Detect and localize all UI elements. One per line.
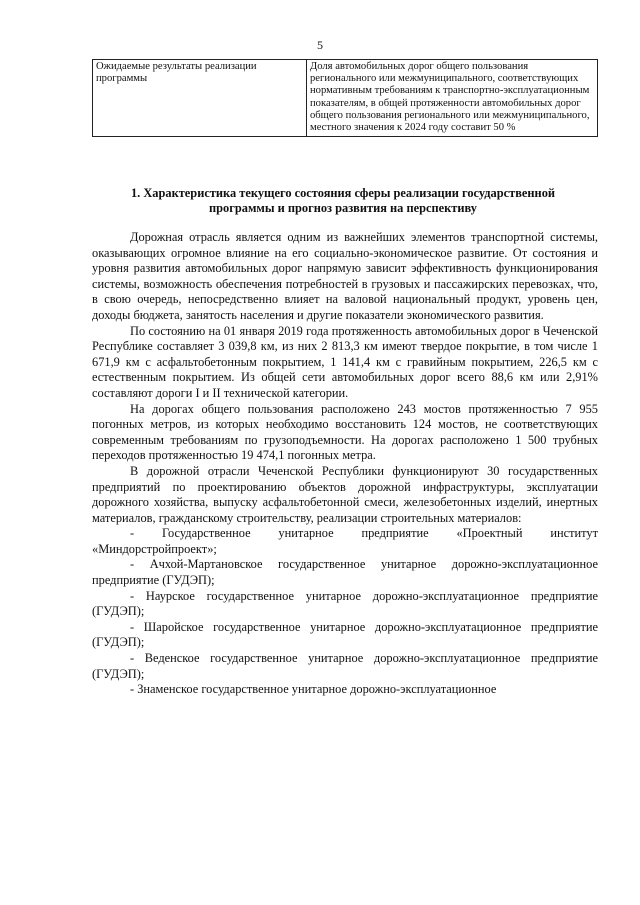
paragraph: В дорожной отрасли Чеченской Республики функционируют 30 государственных предприятий по проектированию объектов дорожной инфраструктуры, эксплуатации дорожного хозяйства, выпуску асфальтобетонной смеси, железобетонных изделий, инертных материалов, гражданскому строительству, реализации строительных материалов: bbox=[92, 463, 598, 525]
page-number: 5 bbox=[317, 38, 323, 52]
expected-results-value: Доля автомобильных дорог общего пользования регионального или межмуниципального, соответствующих нормативным требованиям к транспортно-эксплуатационным показателям, в общей протяженности автомобильных дорог общего пользования регионального или межмуниципального, местного значения к 2024 году составит 50 % bbox=[307, 60, 598, 137]
paragraph: На дорогах общего пользования расположено 243 мостов протяженностью 7 955 погонных метров, из которых необходимо восстановить 124 мостов, не соответствующих современным требованиям по грузоподъемности. На дорогах расположено 1 500 трубных переходов протяженностью 19 474,1 погонных метра. bbox=[92, 401, 598, 463]
list-item: - Шаройское государственное унитарное дорожно-эксплуатационное предприятие (ГУДЭП); bbox=[92, 619, 598, 650]
expected-results-label: Ожидаемые результаты реализации программы bbox=[93, 60, 307, 137]
list-item: - Веденское государственное унитарное дорожно-эксплуатационное предприятие (ГУДЭП); bbox=[92, 651, 598, 681]
list-item: - Знаменское государственное унитарное дорожно-эксплуатационное bbox=[130, 682, 497, 697]
paragraph: По состоянию на 01 января 2019 года протяженность автомобильных дорог в Чеченской Республике составляет 3 039,8 км, из них 2 813,3 км имеют твердое покрытие, в том числе 1 671,9 км с асфальтобетонным покрытием, 1 141,4 км с гравийным покрытием, 226,5 км с естественным покрытием. Из общей сети автомобильных дорог всего 88,6 км или 2,91% составляют дороги I и II технической категории. bbox=[92, 323, 598, 400]
list-item: - Государственное унитарное предприятие «Проектный институт «Миндорстройпроект»; bbox=[92, 526, 598, 556]
program-summary-table bbox=[92, 59, 598, 137]
list-item: - Наурское государственное унитарное дорожно-эксплуатационное предприятие (ГУДЭП); bbox=[92, 588, 598, 619]
paragraph: Дорожная отрасль является одним из важнейших элементов транспортной системы, оказывающих огромное влияние на его социально-экономическое развитие. От состояния и уровня развития автомобильных дорог напрямую зависит эффективность функционирования системы, возможность обеспечения потребностей в грузовых и пассажирских перевозках, что, в свою очередь, непосредственно влияет на валовой национальный продукт, уровень цен, доходы бюджета, занятость населения и другие показатели экономического развития. bbox=[92, 230, 598, 322]
list-item: - Ачхой-Мартановское государственное унитарное дорожно-эксплуатационное предприятие (ГУДЭП); bbox=[92, 557, 598, 588]
body-text bbox=[92, 230, 598, 698]
section-heading: 1. Характеристика текущего состояния сферы реализации государственной программы и прогноз развития на перспективу bbox=[130, 186, 556, 215]
table-row bbox=[93, 60, 598, 137]
